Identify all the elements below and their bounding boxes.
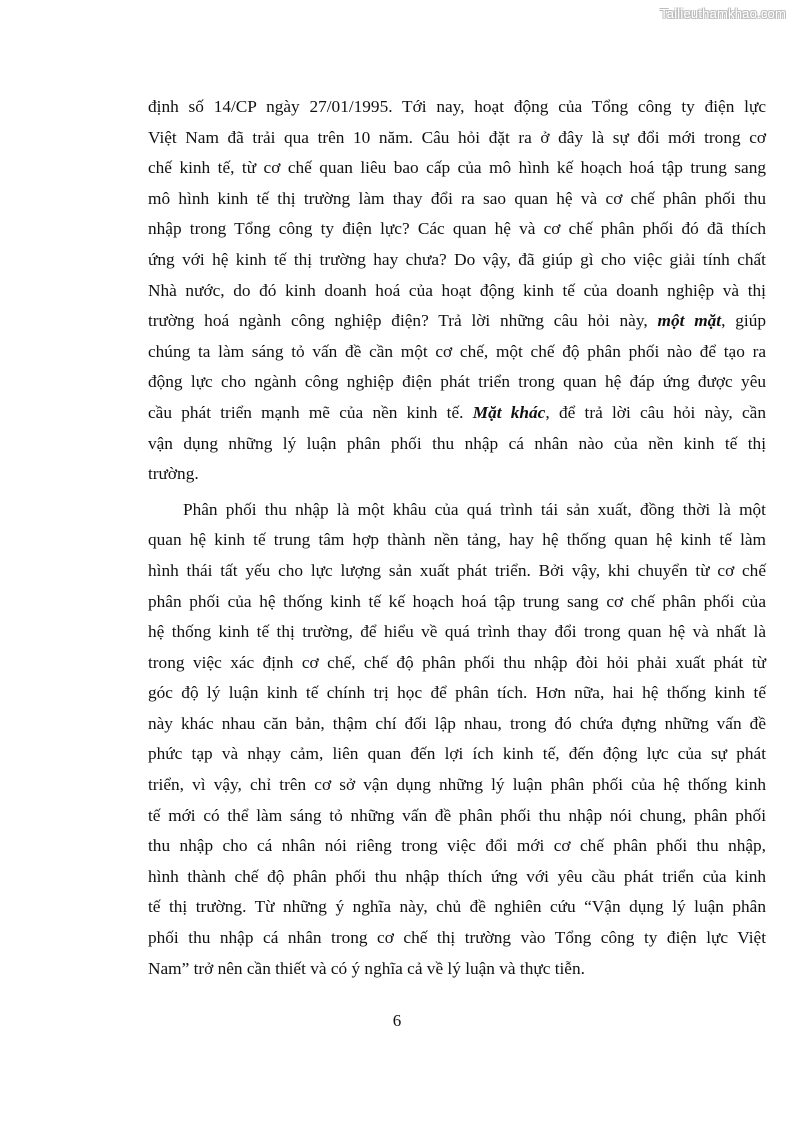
text-line: Phân phối thu nhập là một khâu của quá trình tái sản xuất, đồng thời là một bbox=[183, 499, 766, 519]
emphasis-mot-mat: một mặt bbox=[657, 311, 722, 331]
text-line: vận dụng những lý luận phân phối thu nhập cá nhân nào của nền kinh tế thị bbox=[148, 433, 766, 453]
text-line: định số 14/CP ngày 27/01/1995. Tới nay, hoạt động của Tổng công ty điện lực bbox=[148, 97, 766, 116]
text-line: chúng ta làm sáng tỏ vấn đề cần một cơ chế, một chế độ phân phối nào để tạo ra bbox=[148, 341, 766, 361]
text-line: góc độ lý luận kinh tế chính trị học để phân tích. Hơn nữa, hai hệ thống kinh tế bbox=[148, 683, 766, 703]
text-line: triển, vì vậy, chỉ trên cơ sở vận dụng những lý luận phân phối của hệ thống kinh bbox=[148, 775, 766, 795]
text-run: trường hoá ngành công nghiệp điện? Trả lời những câu hỏi này, bbox=[148, 311, 658, 331]
text-run: , giúp bbox=[721, 311, 766, 331]
text-line: Nhà nước, do đó kinh doanh hoá của hoạt động kinh tế của doanh nghiệp và thị bbox=[148, 280, 766, 300]
text-line: phức tạp và nhạy cảm, liên quan đến lợi ích kinh tế, đến động lực của sự phát bbox=[148, 744, 766, 764]
text-line: Nam” trở nên cần thiết và có ý nghĩa cả về lý luận và thực tiễn. bbox=[148, 958, 585, 978]
text-line: hình thành chế độ phân phối thu nhập thích ứng với yêu cầu phát triển của kinh bbox=[148, 866, 766, 886]
paragraph-1 bbox=[148, 92, 766, 490]
document-body bbox=[148, 92, 766, 984]
text-line: trong việc xác định cơ chế, chế độ phân phối thu nhập đòi hỏi phải xuất phát từ bbox=[148, 652, 766, 672]
text-line: phối thu nhập cá nhân trong cơ chế thị trường vào Tổng công ty điện lực Việt bbox=[148, 928, 766, 948]
text-run: cầu phát triển mạnh mẽ của nền kinh tế. bbox=[148, 402, 473, 422]
emphasis-mat-khac: Mặt khác bbox=[472, 402, 546, 422]
text-line: phân phối của hệ thống kinh tế kế hoạch hoá tập trung sang cơ chế phân phối của bbox=[148, 591, 766, 611]
text-line: động lực cho ngành công nghiệp điện phát triển trong quan hệ đáp ứng được yêu bbox=[148, 372, 766, 392]
text-line: hệ thống kinh tế thị trường, để hiểu về quá trình thay đổi trong quan hệ và nhất là bbox=[148, 622, 766, 642]
text-line: thu nhập cho cá nhân nói riêng trong việc đổi mới cơ chế phân phối thu nhập, bbox=[148, 836, 766, 856]
text-line: mô hình kinh tế thị trường làm thay đổi ra sao quan hệ và cơ chế phân phối thu bbox=[148, 188, 766, 208]
text-line: tế thị trường. Từ những ý nghĩa này, chủ đề nghiên cứu “Vận dụng lý luận phân bbox=[148, 897, 766, 917]
text-line: hình thái tất yếu cho lực lượng sản xuất phát triển. Bởi vậy, khi chuyển từ cơ chế bbox=[148, 560, 766, 580]
watermark: Tailieuthamkhao.com bbox=[660, 6, 786, 21]
text-line: tế mới có thể làm sáng tỏ những vấn đề phân phối thu nhập nói chung, phân phối bbox=[148, 805, 766, 825]
text-run: , để trả lời câu hỏi này, cần bbox=[545, 402, 766, 422]
text-line: quan hệ kinh tế trung tâm hợp thành nền tảng, hay hệ thống quan hệ kinh tế làm bbox=[148, 530, 766, 550]
text-line: trường. bbox=[148, 464, 199, 484]
text-line: Việt Nam đã trải qua trên 10 năm. Câu hỏi đặt ra ở đây là sự đổi mới trong cơ bbox=[148, 127, 766, 147]
text-line: ứng với hệ kinh tế thị trường hay chưa? Do vậy, đã giúp gì cho việc giải tính chất bbox=[148, 249, 766, 269]
text-line bbox=[148, 398, 766, 429]
page-number: 6 bbox=[392, 1011, 402, 1030]
text-line: nhập trong Tổng công ty điện lực? Các quan hệ và cơ chế phân phối đó đã thích bbox=[148, 219, 766, 239]
text-line: chế kinh tế, từ cơ chế quan liêu bao cấp của mô hình kế hoạch hoá tập trung sang bbox=[148, 158, 766, 178]
text-line: này khác nhau căn bản, thậm chí đối lập nhau, trong đó chứa đựng những vấn đề bbox=[148, 713, 766, 733]
paragraph-2 bbox=[148, 495, 766, 985]
text-line bbox=[148, 306, 766, 337]
